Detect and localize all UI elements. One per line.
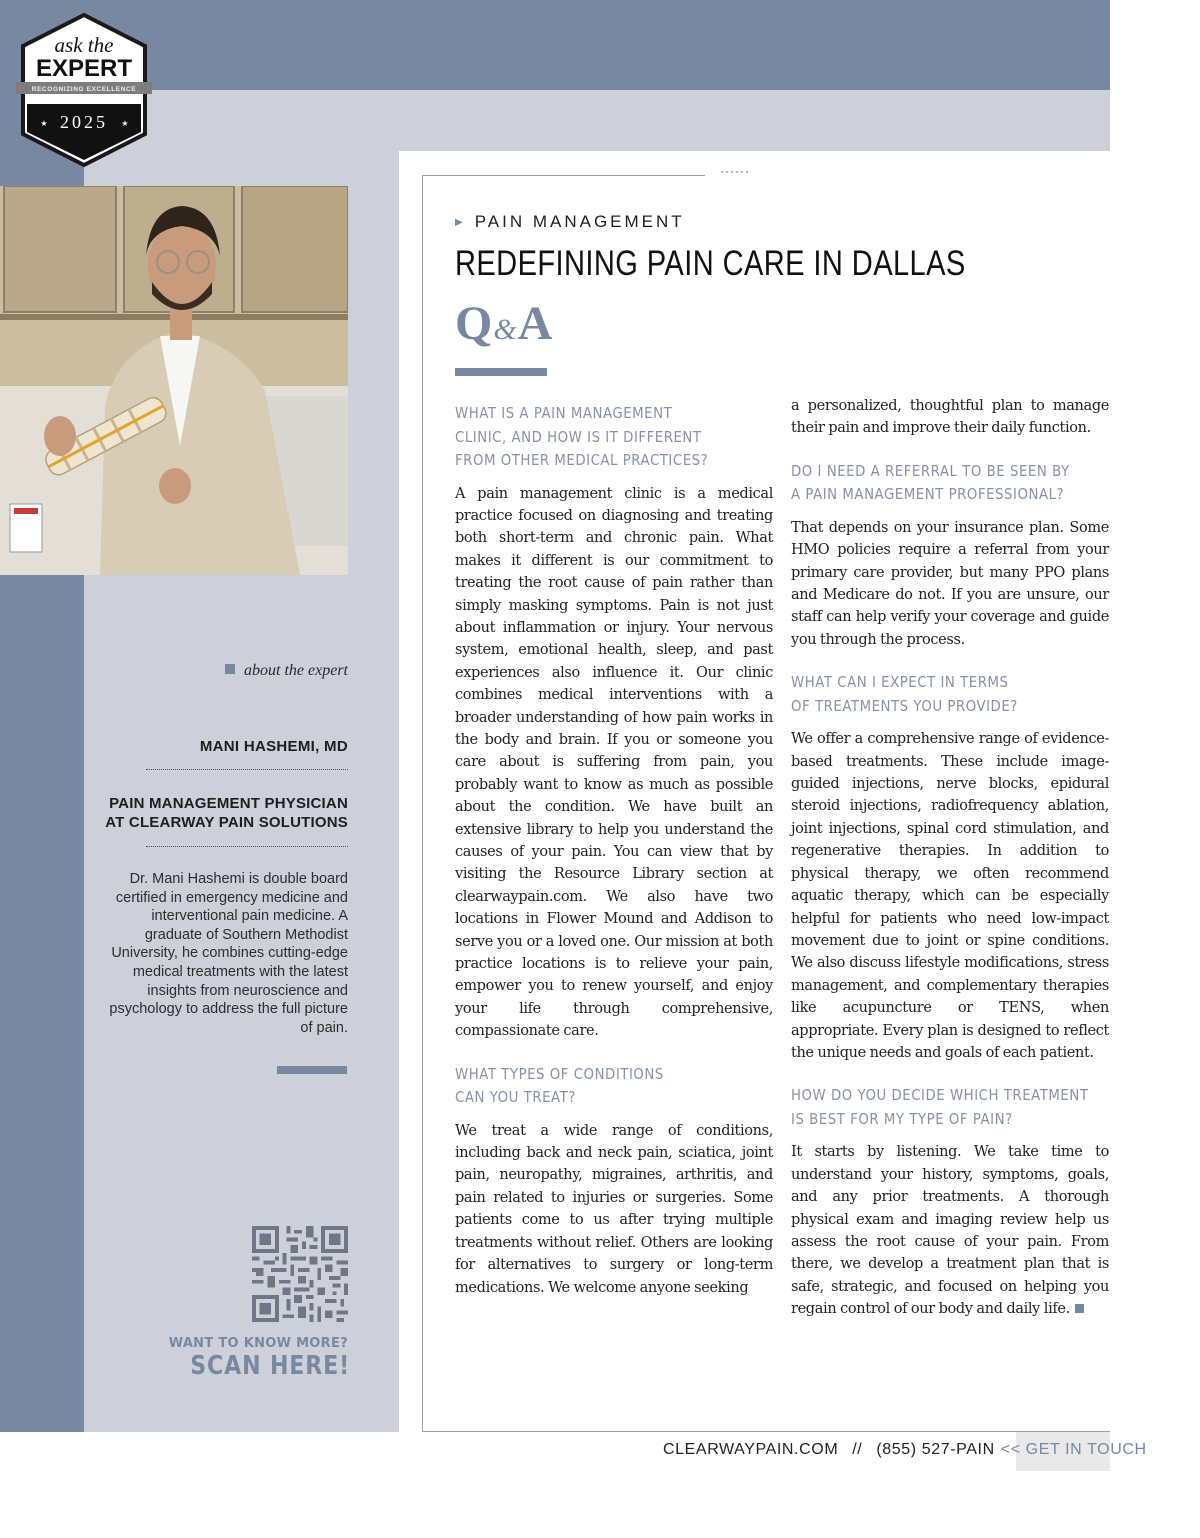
page-title: REDEFINING PAIN CARE IN DALLAS [455,244,966,283]
frame-line-top [423,175,705,176]
badge-hexagon [14,12,154,168]
badge-line1: ask the [54,33,114,57]
about-label-text: about the expert [244,662,348,679]
role-line-1: PAIN MANAGEMENT PHYSICIAN [109,795,348,812]
footer-phone-link[interactable]: (855) 527-PAIN [876,1441,995,1458]
answer-text: We offer a comprehensive range of evidence-based treatments. These include image-guided injections, nerve blocks, epidural steroid injections, radiofrequency ablation, joint injections, spinal cord stimulation, and regenerative therapies. In addition to physical therapy, we often recommend aquatic therapy, which can be especially helpful for patients who need low-impact movement due to joint or spine conditions. We also discuss lifestyle modifications, stress management, and complementary therapies like acupuncture or TENS, when appropriate. Every plan is designed to reflect the unique needs and goals of each patient. [791,731,1109,1061]
accent-bar [277,1066,347,1074]
badge-year: 2025 [60,112,108,132]
qr-code[interactable] [252,1226,348,1322]
answer-text: That depends on your insurance plan. Some HMO policies require a referral from your primary care provider, but many PPO plans and Medicare do not. If you are unsure, our staff can help verify your coverage and guide you through the process. [791,519,1109,648]
expert-photo [0,186,348,575]
question-heading: HOW DO YOU DECIDE WHICH TREATMENT IS BEST FOR MY TYPE OF PAIN? [791,1086,1089,1128]
get-in-touch-link[interactable]: << GET IN TOUCH [1000,1441,1147,1458]
cta-want-to-know: WANT TO KNOW MORE? [168,1336,348,1351]
article-column-2 [791,395,1109,1341]
article-column-1 [455,402,773,1319]
qa-heading [455,296,552,351]
badge-ribbon: RECOGNIZING EXCELLENCE [31,86,137,93]
footer [663,1441,1147,1459]
expert-bio: Dr. Mani Hashemi is double board certified in emergency medicine and interventional pain medicine. A graduate of Southern Methodist University, he combines cutting-edge medical treatments with the latest insights from neuroscience and psychology to address the full picture of pain. [109,871,348,1036]
role-line-2: AT CLEARWAY PAIN SOLUTIONS [105,814,348,831]
star-icon: ★ [121,119,129,128]
top-band [0,0,1110,90]
frame-line-left [422,175,423,1431]
answer-text: We treat a wide range of conditions, including back and neck pain, sciatica, joint pain, neuropathy, migraines, arthritis, and pain related to injuries or surgeries. Some patients come to us after trying multiple treatments without relief. Others are looking for alternatives to surgery or long-term medications. We welcome anyone seeking [455,1122,773,1296]
question-heading: WHAT IS A PAIN MANAGEMENT CLINIC, AND HOW IS IT DIFFERENT FROM OTHER MEDICAL PRACTICES? [455,404,709,469]
expert-role [92,794,348,832]
frame-dots: ······ [720,164,750,178]
square-bullet-icon [225,664,235,674]
footer-separator: // [852,1441,863,1458]
question-heading: WHAT TYPES OF CONDITIONS CAN YOU TREAT? [455,1064,664,1107]
question-heading: WHAT CAN I EXPECT IN TERMS OF TREATMENTS YOU PROVIDE? [791,673,1018,715]
dotted-divider [146,769,348,770]
accent-bar [455,368,547,376]
triangle-arrow-icon: ▶ [455,217,463,228]
badge-line2: EXPERT [35,55,133,82]
star-icon: ★ [40,119,48,128]
question-heading: DO I NEED A REFERRAL TO BE SEEN BY A PAIN MANAGEMENT PROFESSIONAL? [791,461,1070,504]
kicker-text: PAIN MANAGEMENT [474,212,685,231]
qa-amp: & [493,313,517,346]
answer-text: A pain management clinic is a medical practice focused on diagnosing and treating both short-term and chronic pain. What makes it different is our commitment to treating the root cause of pain rather than simply masking symptoms. Pain is not just about inflammation or injury. Your nervous system, emotional health, sleep, and past experiences also influence it. Our clinic combines medical interventions with a broader understanding of how pain works in the body and brain. If you or someone you care about is suffering from pain, you probably want to know as much as possible about the condition. We have built an extensive library to help you understand the causes of your pain. You can view that by visiting the Resource Library section at clearwaypain.com. We also have two locations in Flower Mound and Addison to serve you or a loved one. Our mission at both practice locations is to relieve your pain, empower you to renew yourself, and enjoy your life through comprehensive, compassionate care. [455,485,773,1040]
footer-website-link[interactable]: CLEARWAYPAIN.COM [663,1441,839,1458]
qa-q: Q [455,297,493,350]
end-square-icon [1075,1304,1084,1313]
ask-the-expert-badge [14,12,154,168]
section-kicker [455,212,685,232]
dotted-divider [146,846,348,847]
cta-scan-here: SCAN HERE! [190,1351,350,1381]
frame-line-bottom [422,1431,1110,1432]
expert-name: MANI HASHEMI, MD [199,738,348,755]
qa-a: A [517,297,553,350]
answer-continued-text: a personalized, thoughtful plan to manage their pain and improve their daily function. [791,398,1109,437]
answer-text: It starts by listening. We take time to understand your history, symptoms, goals, and any prior treatments. A thorough physical exam and imaging review help us assess the root cause of your pain. From there, we develop a treatment plan that is safe, strategic, and focused on helping you regain control of our body and daily life. [791,1144,1109,1318]
answer-text-last [791,1141,1109,1320]
about-the-expert-label [150,662,348,680]
